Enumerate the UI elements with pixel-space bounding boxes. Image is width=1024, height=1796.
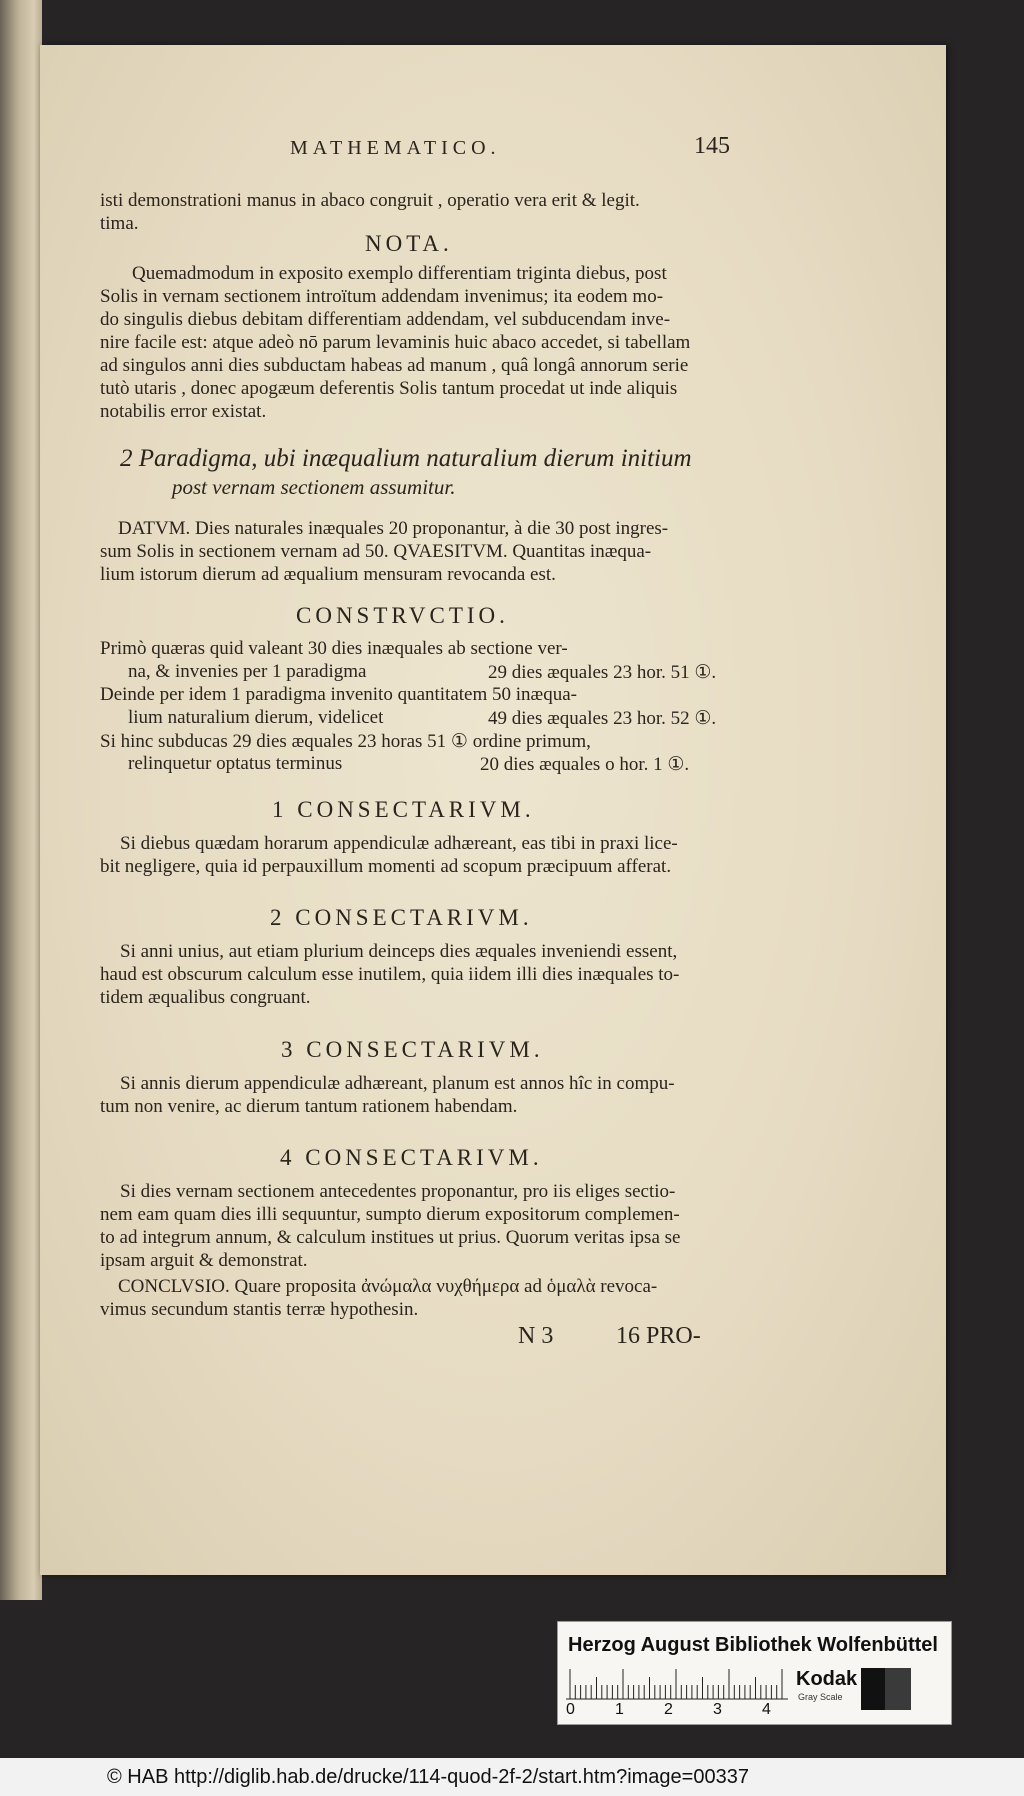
text-line: sum Solis in sectionem vernam ad 50. QVAESITVM. Quantitas inæqua- — [100, 541, 652, 562]
text-line: haud est obscurum calculum esse inutilem, quia iidem illi dies inæquales to- — [100, 964, 680, 985]
ruler-number: 4 — [762, 1701, 771, 1718]
ruler-number: 1 — [615, 1701, 624, 1718]
library-name: Herzog August Bibliothek Wolfenbüttel — [568, 1634, 938, 1656]
text-line: Deinde per idem 1 paradigma invenito quantitatem 50 inæqua- — [100, 684, 577, 705]
text-line: Solis in vernam sectionem introïtum addendam invenimus; ita eodem mo- — [100, 286, 664, 307]
kodak-brand: Kodak — [796, 1668, 858, 1690]
consectarium-heading: 2 CONSECTARIVM. — [270, 905, 533, 930]
text-line: tidem æqualibus congruant. — [100, 987, 311, 1008]
text-line: nem eam quam dies illi sequuntur, sumpto dierum expositorum complemen- — [100, 1204, 680, 1225]
consectarium-heading: 4 CONSECTARIVM. — [280, 1145, 543, 1170]
text-line: nire facile est: atque adeò nō parum levaminis huic abaco accedet, si tabellam — [100, 332, 691, 353]
paradigma-heading: 2 Paradigma, ubi inæqualium naturalium dierum initium — [120, 445, 692, 472]
library-color-chart-label — [557, 1621, 952, 1725]
text-line: Si hinc subducas 29 dies æquales 23 horas 51 ① ordine primum, — [100, 731, 591, 752]
book-page — [40, 45, 946, 1575]
result-value: 20 dies æquales o hor. 1 ①. — [480, 754, 690, 775]
text-line: relinquetur optatus terminus — [128, 753, 343, 774]
result-value: 49 dies æquales 23 hor. 52 ①. — [488, 708, 717, 729]
text-line: ad singulos anni dies subductam habeas ad manum , quâ longâ annorum serie — [100, 355, 689, 376]
catchword: 16 PRO- — [616, 1323, 701, 1349]
text-line: lium naturalium dierum, videlicet — [128, 707, 384, 728]
ruler-numbers — [566, 1701, 788, 1721]
text-line: lium istorum dierum ad æqualium mensuram revocanda est. — [100, 564, 556, 585]
result-value: 29 dies æquales 23 hor. 51 ①. — [488, 662, 717, 683]
kodak-logo — [790, 1664, 868, 1706]
conclusio-line: CONCLVSIO. Quare proposita ἀνώμαλα νυχθήμερα ad ὁμαλὰ revoca- — [118, 1276, 658, 1297]
text-line: isti demonstrationi manus in abaco congruit , operatio vera erit & legit. — [100, 190, 640, 211]
text-line: DATVM. Dies naturales inæquales 20 proponantur, à die 30 post ingres- — [118, 518, 669, 539]
ruler-number: 0 — [566, 1701, 575, 1718]
text-line: Si anni unius, aut etiam plurium deinceps dies æquales inveniendi essent, — [120, 941, 678, 962]
text-line: bit negligere, quia id perpauxillum momenti ad scopum præcipuum afferat. — [100, 856, 672, 877]
previous-page-edge — [0, 0, 42, 1600]
conclusio-line: vimus secundum stantis terræ hypothesin. — [100, 1299, 419, 1320]
running-head: MATHEMATICO. — [290, 137, 501, 159]
constructio-heading: CONSTRVCTIO. — [296, 603, 509, 628]
text-line: Quemadmodum in exposito exemplo differentiam triginta diebus, post — [132, 263, 667, 284]
signature-mark: N 3 — [518, 1323, 554, 1349]
paradigma-subheading: post vernam sectionem assumitur. — [172, 475, 456, 499]
text-line: Si dies vernam sectionem antecedentes proponantur, pro iis eliges sectio- — [120, 1181, 676, 1202]
consectarium-heading: 3 CONSECTARIVM. — [281, 1037, 544, 1062]
text-line: na, & invenies per 1 paradigma — [128, 661, 367, 682]
text-line: Si diebus quædam horarum appendiculæ adhæreant, eas tibi in praxi lice- — [120, 833, 678, 854]
text-line: ipsam arguit & demonstrat. — [100, 1250, 308, 1271]
text-line: tum non venire, ac dierum tantum rationem habendam. — [100, 1096, 518, 1117]
text-line: notabilis error existat. — [100, 401, 267, 422]
text-line: Primò quæras quid valeant 30 dies inæquales ab sectione ver- — [100, 638, 568, 659]
ruler-scale — [566, 1665, 788, 1701]
text-line: tutò utaris , donec apogæum deferentis Solis tantum procedat ut inde aliquis — [100, 378, 678, 399]
text-line: Si annis dierum appendiculæ adhæreant, planum est annos hîc in compu- — [120, 1073, 675, 1094]
consectarium-heading: 1 CONSECTARIVM. — [272, 797, 535, 822]
ruler-number: 3 — [713, 1701, 722, 1718]
ruler-number: 2 — [664, 1701, 673, 1718]
text-line: to ad integrum annum, & calculum institues ut prius. Quorum veritas ipsa se — [100, 1227, 681, 1248]
footer-bar — [0, 1758, 1024, 1796]
text-line: do singulis diebus debitam differentiam addendam, vel subducendam inve- — [100, 309, 671, 330]
gray-scale-patch — [861, 1668, 911, 1710]
gray-scale-caption: Gray Scale — [798, 1692, 843, 1702]
footer-link[interactable]: © HAB http://diglib.hab.de/drucke/114-quod-2f-2/start.htm?image=00337 — [107, 1766, 749, 1788]
nota-heading: NOTA. — [365, 231, 453, 256]
page-number: 145 — [694, 133, 730, 159]
text-line: tima. — [100, 213, 139, 234]
